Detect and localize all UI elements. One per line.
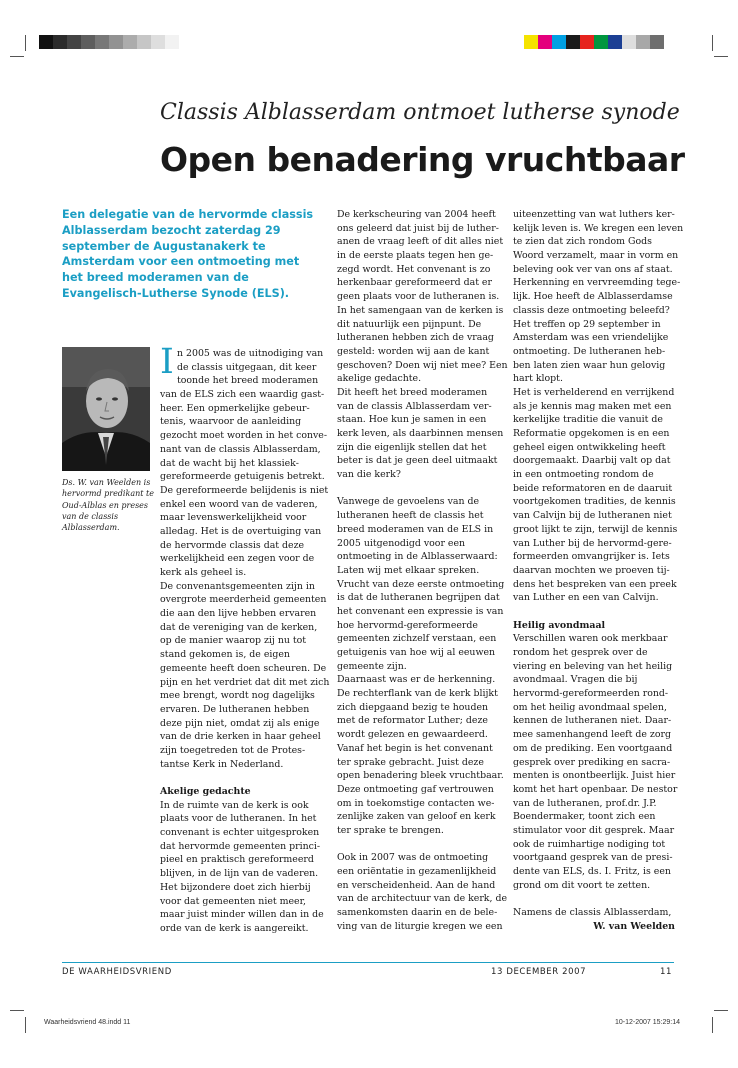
text-line: rondom het gesprek over de: [513, 647, 648, 658]
text-line: Laten wij met elkaar spreken.: [337, 564, 480, 576]
text-line: geheel eigen ontwikkeling heeft: [513, 441, 666, 453]
paragraph-gap: [513, 892, 675, 906]
text-line: gemeenten zichzelf verstaan, een: [337, 633, 497, 645]
text-line: om het heilig avondmaal spelen,: [513, 701, 667, 713]
footer-page-number: 11: [660, 967, 673, 977]
text-line: ervaren. De lutheranen hebben: [160, 703, 310, 715]
text-line: dit natuurlijk een pijnpunt. De: [337, 318, 482, 330]
text-line: ook de ruimhartige nodiging tot: [513, 838, 666, 850]
text-line: lutheranen hebben zich de vraag: [337, 332, 494, 344]
text-line: gereformeerde getuigenis betrekt.: [160, 471, 325, 483]
text-line: maar juist minder willen dan in de: [160, 909, 324, 921]
text-line: Deze ontmoeting gaf vertrouwen: [337, 783, 494, 795]
text-line: voortgekomen tradities, de kennis: [513, 496, 676, 508]
text-line: anen de vraag leeft of dit alles niet: [337, 236, 504, 248]
text-line: n 2005 was de uitnodiging van: [177, 348, 324, 359]
text-line: ontmoeting. De lutheranen heb-: [513, 345, 666, 357]
text-line: kerkelijke traditie die vanuit de: [513, 414, 663, 426]
text-line: te zien dat zich rondom Gods: [513, 236, 652, 248]
text-line: tantse Kerk in Nederland.: [160, 758, 284, 770]
text-line: van de ELS zich een waardig gast-: [160, 389, 325, 401]
text-line: Het treffen op 29 september in: [513, 318, 661, 330]
text-line: De kerkscheuring van 2004 heeft: [337, 209, 496, 220]
paragraph-gap: [337, 482, 502, 496]
text-line: zijn toegetreden tot de Protes-: [160, 744, 306, 756]
text-line: dente van ELS, ds. I. Fritz, is een: [513, 866, 671, 877]
text-line: om in toekomstige contacten we-: [337, 797, 495, 809]
text-line: gemeente heeft doen scheuren. De: [160, 662, 327, 674]
text-line: van die kerk?: [337, 469, 401, 481]
text-line: open benadering bleek vruchtbaar.: [337, 770, 504, 782]
text-line: beide reformatoren en de daaruit: [513, 482, 673, 494]
text-line: Daarnaast was er de herkenning.: [337, 674, 496, 686]
text-line: van Calvijn bij de lutheranen niet: [513, 510, 672, 522]
text-line: Herkenning en vervreemding tege-: [513, 277, 681, 289]
gray-swatch: [123, 35, 137, 49]
gray-swatch: [95, 35, 109, 49]
text-line: beleving ook ver van ons af staat.: [513, 263, 673, 275]
footer-rule: [62, 962, 674, 963]
text-line: enkel een woord van de vaderen,: [160, 498, 318, 510]
text-line: Reformatie opgekomen is en een: [513, 428, 670, 439]
crop-mark: [714, 56, 728, 57]
text-line: toonde het breed moderamen: [177, 375, 319, 387]
color-swatch: [608, 35, 622, 49]
text-line: Dit heeft het breed moderamen: [337, 386, 488, 398]
text-line: om de prediking. Een voortgaand: [513, 742, 673, 754]
text-line: alledag. Het is de overtuiging van: [160, 525, 322, 537]
text-line: daarvan mochten we proeven tij-: [513, 564, 670, 576]
text-line: pieel en praktisch gereformeerd: [160, 854, 314, 866]
signature: W. van Weelden: [593, 920, 675, 932]
portrait-image: [62, 347, 150, 471]
text-line: het convenant een expressie is van: [337, 605, 504, 617]
crop-mark: [25, 35, 26, 51]
text-line: 2005 uitgenodigd voor een: [337, 537, 466, 549]
text-line: dat de vereniging van de kerken,: [160, 621, 318, 633]
gray-swatch: [151, 35, 165, 49]
photo-caption: Ds. W. van Weelden is hervormd predikant te Oud-Alblas en preses van de classis Alblasserdam.: [62, 478, 154, 533]
text-line: In het samengaan van de kerken is: [337, 304, 504, 316]
color-swatch: [566, 35, 580, 49]
text-line: De rechterflank van de kerk blijkt: [337, 688, 498, 700]
text-line: grond om dit voort te zetten.: [513, 879, 651, 891]
text-line: stand gekomen is, de eigen: [160, 649, 290, 661]
text-line: die aan den lijve hebben ervaren: [160, 608, 317, 620]
text-line: blijven, in de lijn van de vaderen.: [160, 868, 319, 880]
text-line: een oriëntatie in gezamenlijkheid: [337, 866, 497, 877]
text-line: plaats voor de lutheranen. In het: [160, 813, 317, 825]
text-line: lijk. Hoe heeft de Alblasserdamse: [513, 291, 673, 303]
text-line: Verschillen waren ook merkbaar: [513, 633, 668, 645]
text-line: dens het bespreken van een preek: [513, 578, 677, 590]
text-line: mee samenhangend leeft de zorg: [513, 729, 671, 741]
text-line: en verscheidenheid. Aan de hand: [337, 879, 496, 891]
text-line: maar levenswerkelijkheid voor: [160, 512, 307, 524]
text-line: menten is onontbeerlijk. Juist hier: [513, 770, 676, 782]
text-line: orde van de kerk is aangereikt.: [160, 922, 309, 934]
text-line: Namens de classis Alblasserdam,: [513, 907, 672, 919]
text-line: breed moderamen van de ELS in: [337, 523, 494, 535]
text-line: Amsterdam was een vriendelijke: [513, 332, 669, 344]
article-subtitle: Classis Alblasserdam ontmoet lutherse synode: [160, 100, 680, 125]
text-line: herkenbaar gereformeerd dat er: [337, 277, 492, 289]
text-line: van de lutheranen, prof.dr. J.P.: [513, 797, 657, 809]
text-line: Vrucht van deze eerste ontmoeting: [337, 578, 505, 590]
text-line: in een ontmoeting rondom de: [513, 469, 654, 481]
footer-publication: DE WAARHEIDSVRIEND: [62, 967, 172, 977]
text-line: gesprek over prediking en sacra-: [513, 756, 671, 768]
text-line: formeerden omvangrijker is. Iets: [513, 551, 670, 563]
section-heading: Akelige gedachte: [160, 786, 251, 797]
text-line: Ook in 2007 was de ontmoeting: [337, 852, 489, 864]
author-portrait: [62, 347, 150, 471]
gray-swatch: [67, 35, 81, 49]
drop-cap: I: [160, 342, 174, 382]
text-line: avondmaal. Vragen die bij: [513, 674, 638, 686]
crop-mark: [25, 1017, 26, 1033]
text-line: groot lijkt te zijn, terwijl de kennis: [513, 523, 678, 535]
text-line: ter sprake gebracht. Juist deze: [337, 756, 484, 768]
color-swatch: [636, 35, 650, 49]
article-column-2: [337, 208, 508, 933]
text-line: is dat de lutheranen begrijpen dat: [337, 592, 500, 604]
text-line: van de architectuur van de kerk, de: [337, 893, 507, 905]
article-title: Open benadering vruchtbaar: [160, 140, 685, 179]
text-line: van de classis Alblasserdam ver-: [337, 400, 492, 412]
text-line: samenkomsten daarin en de bele-: [337, 907, 498, 919]
text-line: kelijk leven is. We kregen een leven: [513, 222, 684, 234]
text-line: op de manier waarop zij nu tot: [160, 635, 307, 647]
text-line: zijn die eigenlijk stellen dat het: [337, 441, 487, 453]
text-line: met de reformator Luther; deze: [337, 715, 488, 727]
text-line: mee brengt, wordt nog dagelijks: [160, 690, 315, 702]
text-line: Het bijzondere doet zich hierbij: [160, 881, 311, 893]
text-line: nant van de classis Alblasserdam,: [160, 443, 321, 455]
article-column-1: [160, 347, 330, 936]
gray-swatch: [165, 35, 179, 49]
crop-mark: [10, 1010, 24, 1011]
text-line: De gereformeerde belijdenis is niet: [160, 484, 329, 496]
text-line: zich diepgaand bezig te houden: [337, 701, 489, 713]
text-line: ter sprake te brengen.: [337, 824, 444, 836]
text-line: hoe hervormd-gereformeerde: [337, 619, 478, 631]
crop-mark: [712, 35, 713, 51]
text-line: komt het hart openbaar. De nestor: [513, 783, 678, 795]
slug-filename: Waarheidsvriend 48.indd 11: [44, 1019, 131, 1026]
text-line: doorgemaakt. Daarbij valt op dat: [513, 455, 671, 467]
text-line: heer. Een opmerkelijke gebeur-: [160, 402, 310, 414]
crop-mark: [714, 1010, 728, 1011]
grayscale-calibration-bar: [39, 35, 179, 49]
text-line: van Luther bij de hervormd-gere-: [513, 537, 672, 549]
text-line: deze pijn niet, omdat zij als enige: [160, 717, 320, 729]
text-line: akelige gedachte.: [337, 373, 422, 385]
section-heading: Heilig avondmaal: [513, 619, 606, 631]
text-line: hart klopt.: [513, 373, 563, 385]
paragraph-gap: [337, 838, 502, 852]
text-line: ben laten zien waar hun gelovig: [513, 359, 666, 371]
text-line: Het is verhelderend en verrijkend: [513, 386, 675, 398]
color-calibration-bar: [524, 35, 664, 49]
text-line: dat de wacht bij het klassiek-: [160, 457, 299, 469]
color-swatch: [594, 35, 608, 49]
gray-swatch: [39, 35, 53, 49]
text-line: geschoven? Doen wij niet mee? Een: [337, 359, 508, 371]
text-line: ons geleerd dat juist bij de luther-: [337, 222, 499, 234]
slug-timestamp: 10-12-2007 15:29:14: [615, 1019, 680, 1026]
text-line: gemeente zijn.: [337, 660, 407, 672]
color-swatch: [580, 35, 594, 49]
text-line: werkelijkheid een zegen voor de: [160, 553, 315, 565]
text-line: ving van de liturgie kregen we een: [337, 920, 503, 932]
text-line: beter is dat je geen deel uitmaakt: [337, 455, 498, 467]
text-line: De convenantsgemeenten zijn in: [160, 580, 315, 592]
crop-mark: [10, 56, 24, 57]
text-line: overgrote meerderheid gemeenten: [160, 594, 327, 606]
paragraph-gap: [160, 771, 320, 785]
text-line: pijn en het verdriet dat dit met zich: [160, 676, 330, 688]
text-line: geen plaats voor de lutheranen is.: [337, 291, 500, 303]
color-swatch: [650, 35, 664, 49]
text-line: In de ruimte van de kerk is ook: [160, 799, 309, 811]
text-line: hervormd-gereformeerden rond-: [513, 688, 669, 700]
color-swatch: [524, 35, 538, 49]
text-line: voor dat gemeenten niet meer,: [160, 895, 307, 907]
article-column-3: [513, 208, 684, 933]
gray-swatch: [109, 35, 123, 49]
color-swatch: [538, 35, 552, 49]
text-line: Vanwege de gevoelens van de: [337, 496, 480, 508]
article-intro: Een delegatie van de hervormde classis Alblasserdam bezocht zaterdag 29 september de Augustanakerk te Amsterdam voor een ontmoeting met het breed moderamen van de Evangelisch-Lutherse Synode (ELS).: [62, 208, 314, 300]
text-line: getuigenis van hoe wij al eeuwen: [337, 647, 496, 658]
text-line: voortgaand gesprek van de presi-: [513, 852, 673, 864]
text-line: zenlijke zaken van geloof en kerk: [337, 811, 496, 823]
text-line: gezocht moet worden in het conve-: [160, 430, 328, 442]
paragraph-gap: [513, 605, 675, 619]
text-line: classis deze ontmoeting beleefd?: [513, 304, 670, 316]
text-line: viering en beleving van het heilig: [513, 660, 673, 672]
text-line: in de eerste plaats tegen hen ge-: [337, 250, 494, 262]
text-line: kerk leven, als daarbinnen mensen: [337, 428, 504, 439]
text-line: de classis uitgegaan, dit keer: [177, 361, 317, 373]
gray-swatch: [81, 35, 95, 49]
footer-date: 13 DECEMBER 2007: [491, 967, 587, 977]
text-line: uiteenzetting van wat luthers ker-: [513, 209, 675, 220]
text-line: wordt gelezen en gewaardeerd.: [337, 729, 488, 741]
text-line: stimulator voor dit gesprek. Maar: [513, 824, 675, 836]
gray-swatch: [137, 35, 151, 49]
gray-swatch: [53, 35, 67, 49]
crop-mark: [712, 1017, 713, 1033]
text-line: Woord verzamelt, maar in vorm en: [513, 250, 679, 262]
text-line: kennen de lutheranen niet. Daar-: [513, 715, 672, 727]
text-line: de hervormde classis dat deze: [160, 539, 305, 551]
text-line: van Luther en een van Calvijn.: [513, 592, 659, 604]
text-line: staan. Hoe kun je samen in een: [337, 414, 487, 426]
text-line: convenant is echter uitgesproken: [160, 827, 320, 839]
text-line: Vanaf het begin is het convenant: [337, 742, 493, 754]
text-line: als je kennis mag maken met een: [513, 400, 672, 412]
color-swatch: [552, 35, 566, 49]
text-line: zegd wordt. Het convenant is zo: [337, 263, 491, 275]
text-line: Boendermaker, toont zich een: [513, 811, 656, 823]
color-swatch: [622, 35, 636, 49]
text-line: van de drie kerken in haar geheel: [160, 731, 321, 743]
text-line: ontmoeting in de Alblasserwaard:: [337, 551, 498, 563]
text-line: gesteld: worden wij aan de kant: [337, 345, 490, 357]
text-line: tenis, waarvoor de aanleiding: [160, 416, 302, 428]
text-line: lutheranen heeft de classis het: [337, 510, 484, 522]
text-line: kerk als geheel is.: [160, 567, 247, 578]
text-line: dat hervormde gemeenten princi-: [160, 840, 321, 852]
